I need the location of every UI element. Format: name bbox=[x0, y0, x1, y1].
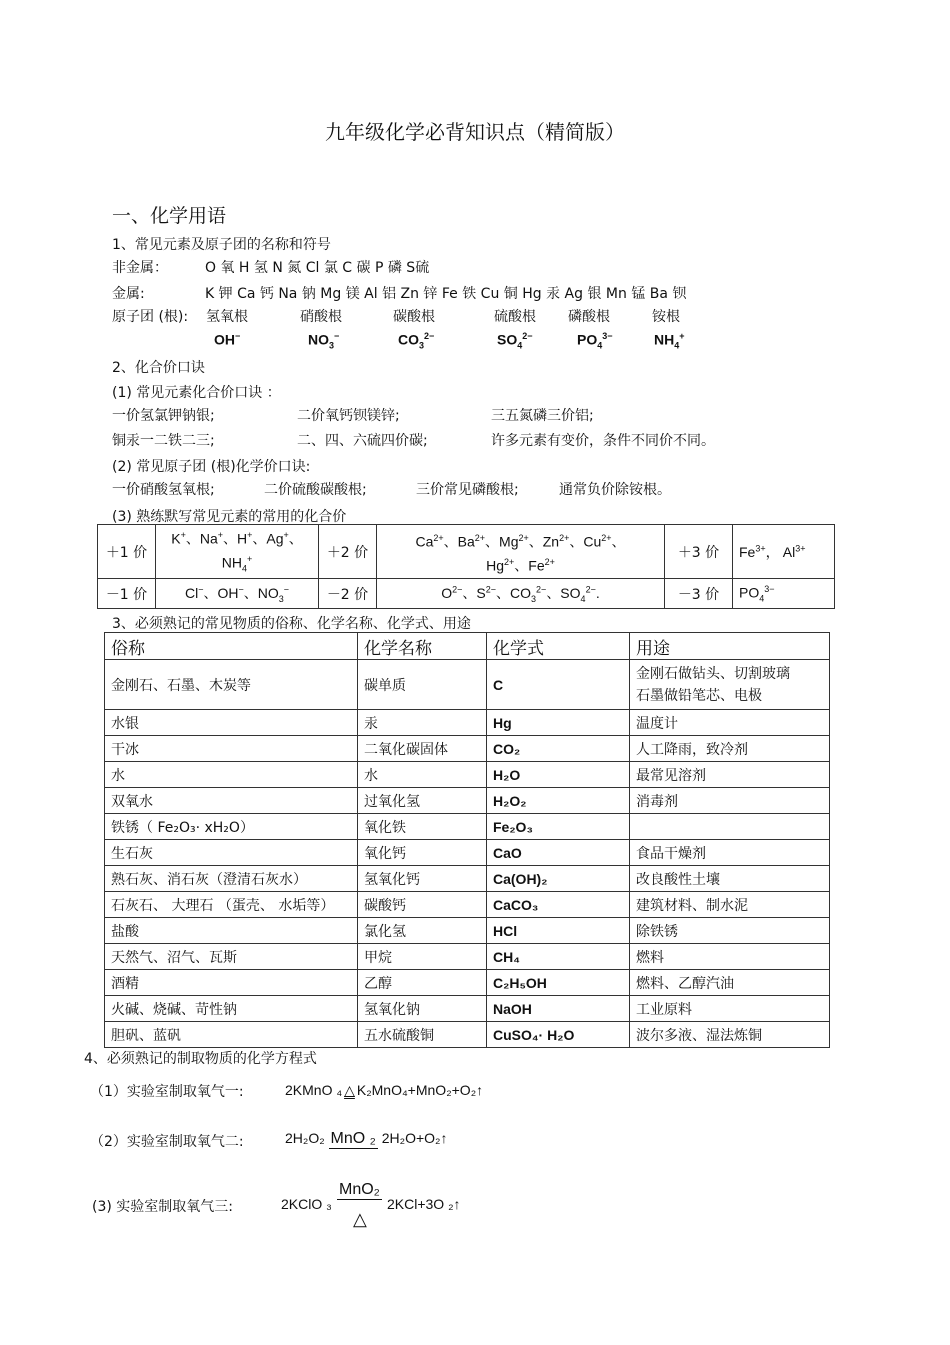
rhyme-line: 二价氧钙钡镁锌; bbox=[297, 408, 400, 424]
cell-use: 消毒剂 bbox=[630, 788, 830, 814]
catalyst: MnO₂ bbox=[339, 1181, 380, 1198]
cell-name: 氧化铁 bbox=[358, 814, 487, 840]
equation-left: 2KClO ₃ bbox=[281, 1196, 332, 1212]
cell-use: 温度计 bbox=[630, 710, 830, 736]
rhyme-line: 铜汞一二铁二三; bbox=[112, 433, 215, 449]
rhyme-line: 二价硫酸碳酸根; bbox=[264, 482, 367, 498]
cell-formula: CaCO₃ bbox=[487, 892, 630, 918]
radical-formula: OH− bbox=[214, 331, 241, 348]
equation: 2H₂O₂ MnO ₂ 2H₂O+O₂↑ bbox=[285, 1130, 448, 1147]
column-header: 俗称 bbox=[105, 633, 358, 660]
equation-label: （1）实验室制取氧气一: bbox=[90, 1084, 244, 1100]
rhyme-line: 许多元素有变价，条件不同价不同。 bbox=[491, 433, 715, 449]
cell-formula: C₂H₅OH bbox=[487, 970, 630, 996]
valence-ions: $Ca^{2+}$、$Ba^{2+}$、$Mg^{2+}$、$Zn^{2+}$、$Cu^{2+}$、 $Hg^{2+}$、$Fe^{2+}$ bbox=[377, 525, 665, 579]
catalyst: MnO ₂ bbox=[330, 1130, 376, 1147]
heat-symbol: △ bbox=[344, 1082, 355, 1098]
rhyme-line: 三价常见磷酸根; bbox=[416, 482, 519, 498]
cell-common: 水 bbox=[105, 762, 358, 788]
valence-table bbox=[97, 524, 835, 609]
cell-name: 氧化钙 bbox=[358, 840, 487, 866]
valence-label: －2 价 bbox=[319, 579, 377, 609]
subheading: 2、化合价口诀 bbox=[112, 360, 205, 376]
column-header: 化学名称 bbox=[358, 633, 487, 660]
valence-ions: $PO_4^{3-}$ bbox=[733, 579, 835, 609]
cell-common: 熟石灰、消石灰（澄清石灰水） bbox=[105, 866, 358, 892]
cell-use: 燃料、乙醇汽油 bbox=[630, 970, 830, 996]
metal-list: K 钾 Ca 钙 Na 钠 Mg 镁 Al 铝 Zn 锌 Fe 铁 Cu 铜 Hg 汞 Ag 银 Mn 锰 Ba 钡 bbox=[205, 286, 687, 302]
cell-formula: C bbox=[487, 660, 630, 710]
cell-name: 二氧化碳固体 bbox=[358, 736, 487, 762]
cell-common: 盐酸 bbox=[105, 918, 358, 944]
equation: 2KMnO ₄ △ K₂MnO₄+MnO₂+O₂↑ bbox=[285, 1082, 484, 1098]
cell-common: 生石灰 bbox=[105, 840, 358, 866]
radical-name: 氢氧根 bbox=[206, 309, 248, 325]
rhyme-line: 一价硝酸氢氧根; bbox=[112, 482, 215, 498]
cell-common: 双氧水 bbox=[105, 788, 358, 814]
subheading: (3) 熟练默写常见元素的常用的化合价 bbox=[112, 509, 347, 525]
cell-formula: Ca(OH)₂ bbox=[487, 866, 630, 892]
valence-label: －1 价 bbox=[98, 579, 156, 609]
valence-label: ＋2 价 bbox=[319, 525, 377, 579]
valence-label: ＋3 价 bbox=[665, 525, 733, 579]
column-header: 用途 bbox=[630, 633, 830, 660]
cell-common: 酒精 bbox=[105, 970, 358, 996]
cell-formula: Hg bbox=[487, 710, 630, 736]
cell-name: 碳酸钙 bbox=[358, 892, 487, 918]
cell-formula: NaOH bbox=[487, 996, 630, 1022]
cell-common: 干冰 bbox=[105, 736, 358, 762]
cell-use: 人工降雨，致冷剂 bbox=[630, 736, 830, 762]
cell-name: 甲烷 bbox=[358, 944, 487, 970]
cell-common: 石灰石、 大理石 （蛋壳、 水垢等） bbox=[105, 892, 358, 918]
cell-use: 除铁锈 bbox=[630, 918, 830, 944]
radical-formula: $CO_3^{2-}$ bbox=[398, 331, 435, 351]
cell-common: 铁锈（ Fe₂O₃· xH₂O） bbox=[105, 814, 358, 840]
equation-label: （2）实验室制取氧气二: bbox=[90, 1134, 244, 1150]
cell-formula: H₂O bbox=[487, 762, 630, 788]
cell-formula: CH₄ bbox=[487, 944, 630, 970]
cell-name: 氯化氢 bbox=[358, 918, 487, 944]
subheading: 1、常见元素及原子团的名称和符号 bbox=[112, 237, 331, 253]
cell-common: 火碱、烧碱、苛性钠 bbox=[105, 996, 358, 1022]
radical-name: 硫酸根 bbox=[494, 309, 536, 325]
cell-name: 过氧化氢 bbox=[358, 788, 487, 814]
cell-use: 金刚石做钻头、切割玻璃 石墨做铅笔芯、电极 bbox=[630, 660, 830, 710]
cell-use: 改良酸性土壤 bbox=[630, 866, 830, 892]
cell-formula: HCl bbox=[487, 918, 630, 944]
radical-label: 原子团 (根): bbox=[112, 309, 189, 325]
subheading: 3、必须熟记的常见物质的俗称、化学名称、化学式、用途 bbox=[112, 616, 471, 632]
cell-use: 燃料 bbox=[630, 944, 830, 970]
rhyme-line: 三五氮磷三价铝; bbox=[491, 408, 594, 424]
cell-name: 水 bbox=[358, 762, 487, 788]
valence-ions: $O^{2-}$、$S^{2-}$、$CO_3^{2-}$、$SO_4^{2-}$. bbox=[377, 579, 665, 609]
cell-use: 最常见溶剂 bbox=[630, 762, 830, 788]
cell-common: 水银 bbox=[105, 710, 358, 736]
radical-formula: $PO_4^{3-}$ bbox=[577, 331, 613, 351]
section-heading: 一、化学用语 bbox=[112, 205, 227, 227]
rhyme-line: 二、四、六硫四价碳; bbox=[297, 433, 428, 449]
heat-symbol: △ bbox=[353, 1209, 367, 1229]
cell-name: 氢氧化钙 bbox=[358, 866, 487, 892]
cell-use: 工业原料 bbox=[630, 996, 830, 1022]
substances-table bbox=[104, 632, 830, 1048]
valence-ions: K+、Na+、H+、Ag+、 $NH_4^+$ bbox=[156, 525, 319, 579]
cell-common: 金刚石、石墨、木炭等 bbox=[105, 660, 358, 710]
radical-name: 铵根 bbox=[652, 309, 680, 325]
subheading: 4、必须熟记的制取物质的化学方程式 bbox=[84, 1051, 317, 1067]
radical-formula: $NH_4^+$ bbox=[654, 331, 685, 351]
nonmetal-label: 非金属： bbox=[112, 260, 168, 276]
radical-formula: $SO_4^{2-}$ bbox=[497, 331, 533, 351]
cell-name: 汞 bbox=[358, 710, 487, 736]
cell-name: 碳单质 bbox=[358, 660, 487, 710]
rhyme-line: 一价氢氯钾钠银; bbox=[112, 408, 215, 424]
subheading: (1) 常见元素化合价口诀 ： bbox=[112, 385, 281, 401]
radical-name: 硝酸根 bbox=[300, 309, 342, 325]
cell-use: 食品干燥剂 bbox=[630, 840, 830, 866]
metal-label: 金属: bbox=[112, 286, 145, 302]
cell-name: 五水硫酸铜 bbox=[358, 1022, 487, 1048]
nonmetal-list: O 氧 H 氢 N 氮 Cl 氯 C 碳 P 磷 S硫 bbox=[205, 260, 430, 276]
cell-formula: CuSO₄· H₂O bbox=[487, 1022, 630, 1048]
cell-use: 建筑材料、制水泥 bbox=[630, 892, 830, 918]
equation-right: 2KCl+3O ₂↑ bbox=[387, 1196, 461, 1212]
cell-formula: CO₂ bbox=[487, 736, 630, 762]
valence-ions: Cl−、OH−、$NO_3^-$ bbox=[156, 579, 319, 609]
radical-name: 碳酸根 bbox=[393, 309, 435, 325]
valence-label: －3 价 bbox=[665, 579, 733, 609]
column-header: 化学式 bbox=[487, 633, 630, 660]
equation-label: (3) 实验室制取氧气三: bbox=[92, 1199, 233, 1215]
rhyme-line: 通常负价除铵根。 bbox=[559, 482, 671, 498]
cell-formula: Fe₂O₃ bbox=[487, 814, 630, 840]
cell-common: 胆矾、蓝矾 bbox=[105, 1022, 358, 1048]
page-title: 九年级化学必背知识点（精简版） bbox=[325, 120, 625, 144]
cell-use bbox=[630, 814, 830, 840]
subheading: (2) 常见原子团 (根)化学价口诀: bbox=[112, 459, 311, 475]
cell-formula: H₂O₂ bbox=[487, 788, 630, 814]
valence-label: ＋1 价 bbox=[98, 525, 156, 579]
radical-formula: $NO_3^-$ bbox=[308, 331, 340, 351]
cell-name: 乙醇 bbox=[358, 970, 487, 996]
cell-common: 天然气、沼气、瓦斯 bbox=[105, 944, 358, 970]
radical-name: 磷酸根 bbox=[568, 309, 610, 325]
valence-ions: $Fe^{3+}$， $Al^{3+}$ bbox=[733, 525, 835, 579]
cell-use: 波尔多液、湿法炼铜 bbox=[630, 1022, 830, 1048]
cell-formula: CaO bbox=[487, 840, 630, 866]
cell-name: 氢氧化钠 bbox=[358, 996, 487, 1022]
